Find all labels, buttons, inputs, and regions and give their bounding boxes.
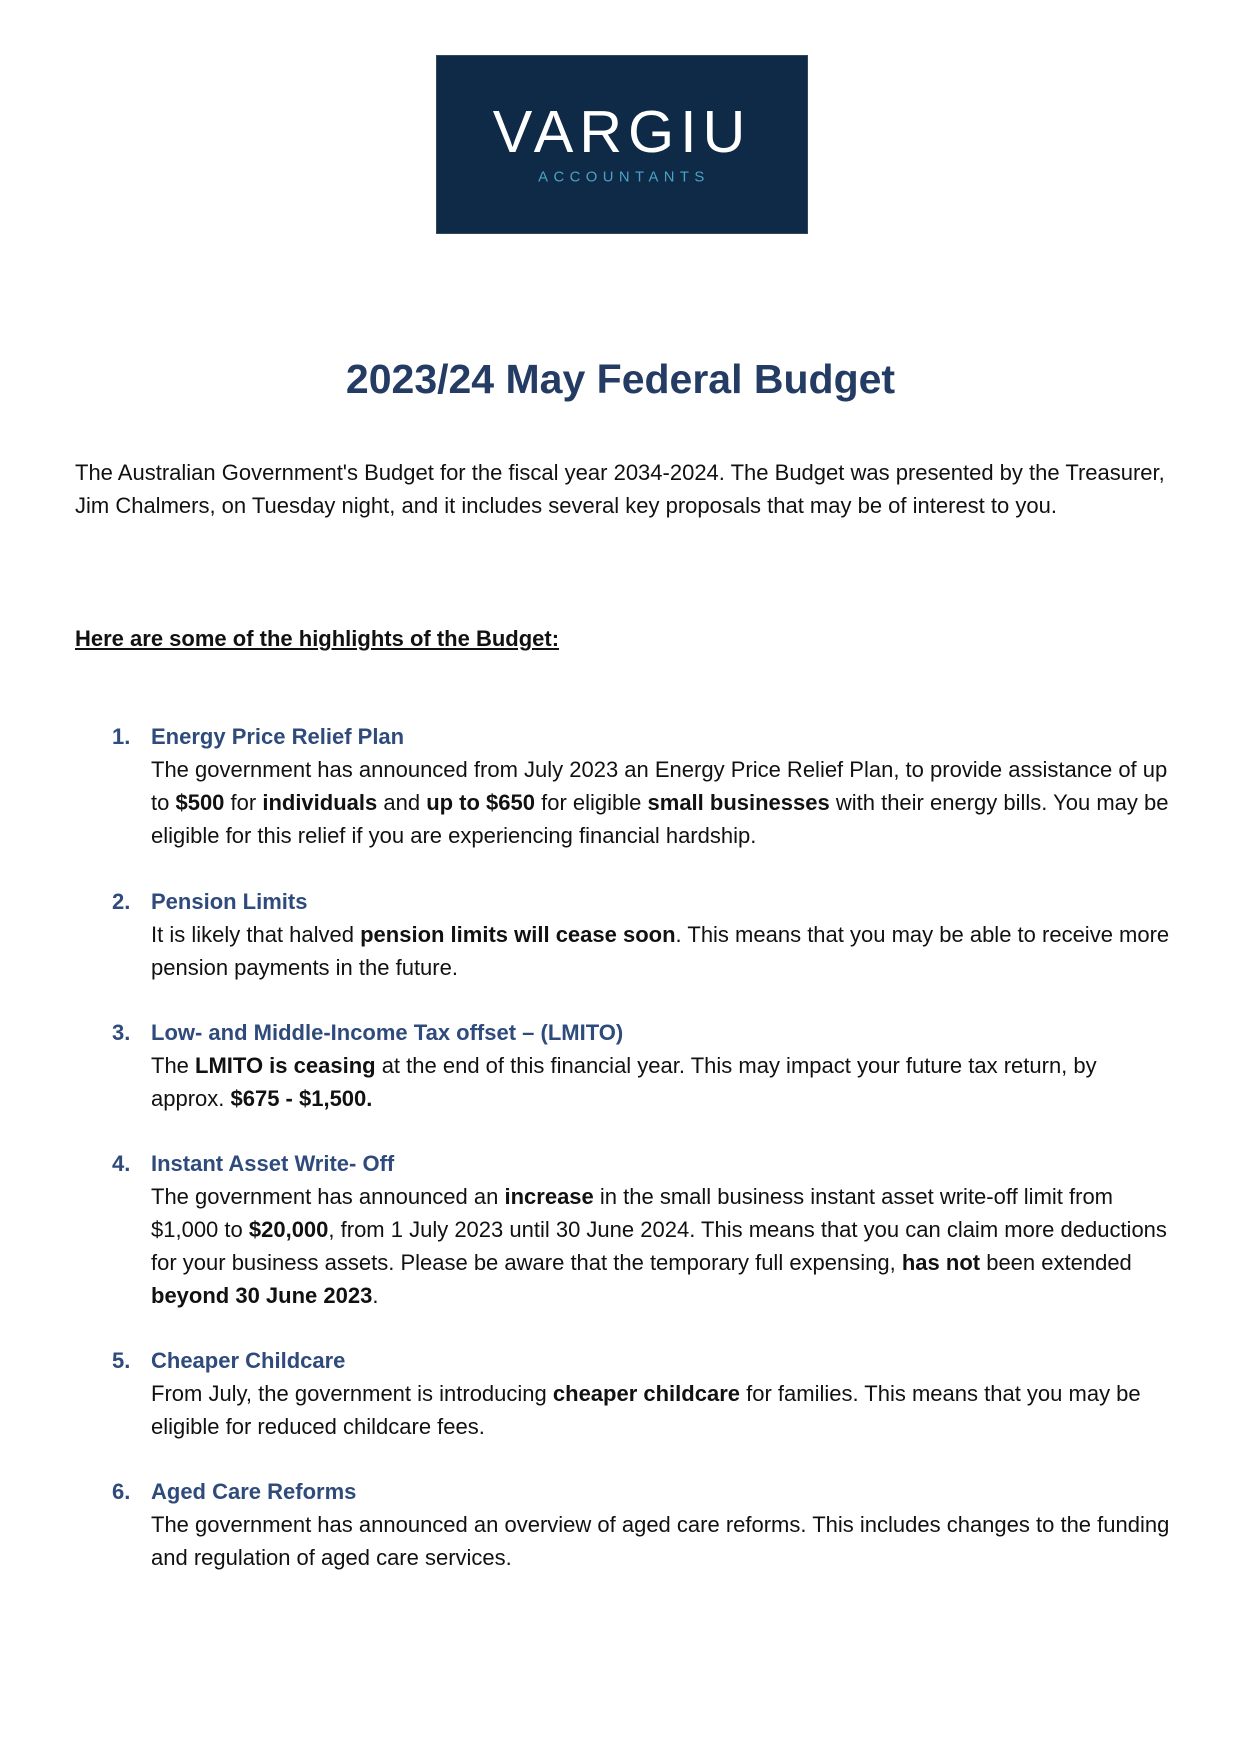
logo-name: VARGIU — [492, 97, 752, 165]
item-title: Instant Asset Write- Off — [151, 1151, 395, 1176]
item-body: The government has announced an overview of aged care reforms. This includes changes to the funding and regulation of aged care services. — [151, 1512, 1170, 1570]
emphasis-text: small businesses — [647, 790, 830, 815]
highlights-heading: Here are some of the highlights of the Budget: — [75, 626, 560, 651]
emphasis-text: $20,000 — [248, 1217, 329, 1242]
item-body: The LMITO is ceasing at the end of this financial year. This may impact your future tax return, by approx. $675 - $1,500. — [151, 1053, 1097, 1111]
item-title: Cheaper Childcare — [151, 1348, 346, 1373]
item-body: The government has announced from July 2023 an Energy Price Relief Plan, to provide assistance of up to $500 for individuals and up to $650 for eligible small businesses with their energy bills. You may be eligible for this relief if you are experiencing financial hardship. — [151, 757, 1169, 848]
item-body: It is likely that halved pension limits will cease soon. This means that you may be able to receive more pension payments in the future. — [151, 922, 1170, 980]
intro-paragraph: The Australian Government's Budget for the fiscal year 2034-2024. The Budget was presented by the Treasurer, Jim Chalmers, on Tuesday night, and it includes several key proposals that may be of interest to you. — [75, 460, 1165, 518]
item-title: Aged Care Reforms — [151, 1479, 357, 1504]
item-number: 5. — [112, 1348, 131, 1373]
item-number: 4. — [112, 1151, 131, 1176]
page-title: 2023/24 May Federal Budget — [345, 356, 896, 402]
item-number: 1. — [112, 724, 131, 749]
emphasis-text: beyond 30 June 2023 — [151, 1283, 373, 1308]
vargiu-logo-mark — [437, 56, 807, 233]
item-number: 3. — [112, 1020, 131, 1045]
emphasis-text: increase — [504, 1184, 594, 1209]
emphasis-text: cheaper childcare — [552, 1381, 740, 1406]
emphasis-text: individuals — [262, 790, 378, 815]
emphasis-text: $500 — [175, 790, 225, 815]
item-body: The government has announced an increase in the small business instant asset write-off limit from $1,000 to $20,000, from 1 July 2023 until 30 June 2024. This means that you can claim more deductions for your business assets. Please be aware that the temporary full expensing, has not been extended beyond 30 June 2023. — [151, 1184, 1167, 1308]
item-number: 2. — [112, 889, 131, 914]
item-title: Energy Price Relief Plan — [151, 724, 405, 749]
emphasis-text: LMITO is ceasing — [195, 1053, 376, 1078]
company-logo — [436, 55, 808, 234]
item-title: Pension Limits — [151, 889, 308, 914]
emphasis-text: has not — [901, 1250, 981, 1275]
emphasis-text: pension limits will cease soon — [360, 922, 676, 947]
emphasis-text: $675 - $1,500. — [230, 1086, 373, 1111]
item-body: From July, the government is introducing cheaper childcare for families. This means that you may be eligible for reduced childcare fees. — [151, 1381, 1141, 1439]
item-title: Low- and Middle-Income Tax offset – (LMITO) — [151, 1020, 624, 1045]
item-number: 6. — [112, 1479, 131, 1504]
logo-tagline: ACCOUNTANTS — [538, 169, 710, 186]
emphasis-text: up to $650 — [426, 790, 535, 815]
